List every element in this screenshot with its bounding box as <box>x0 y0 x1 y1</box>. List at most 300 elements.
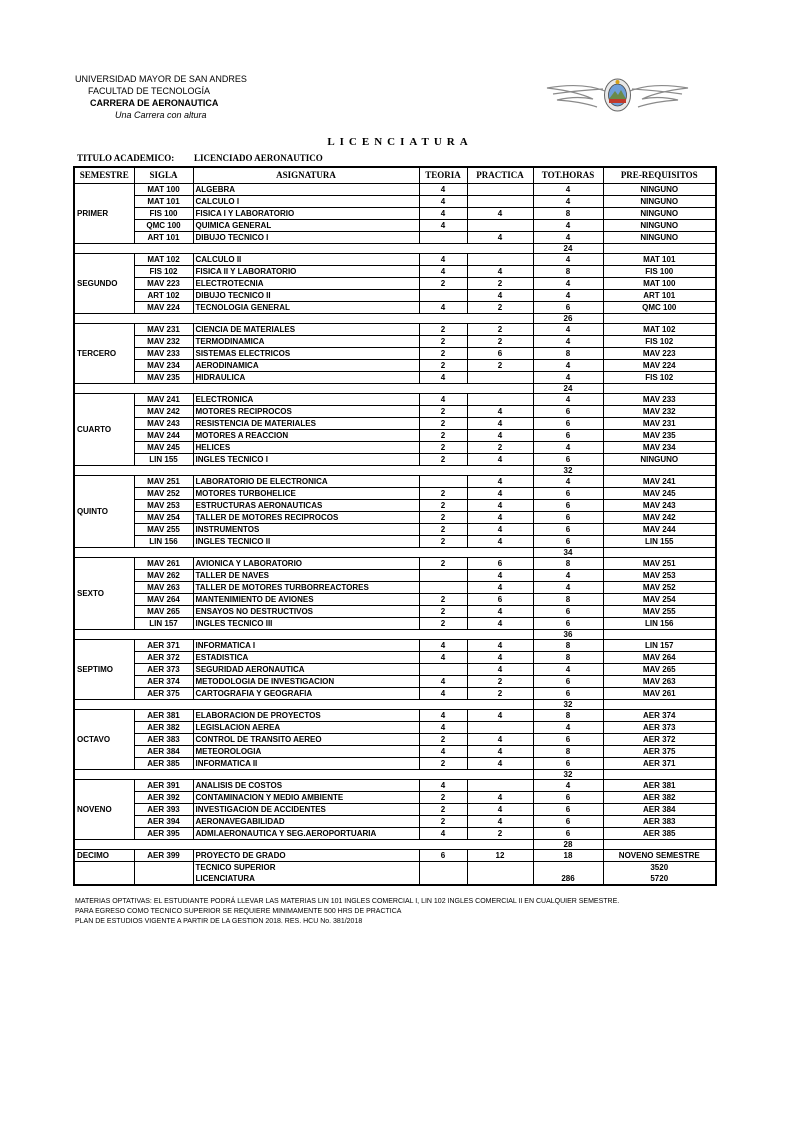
semester-label: NOVENO <box>74 780 134 840</box>
cell-tot-horas: 8 <box>533 348 603 360</box>
header-sigla: SIGLA <box>134 167 193 184</box>
cell-pre-requisitos: MAT 101 <box>603 254 716 266</box>
cell-practica: 4 <box>467 406 533 418</box>
cell-teoria: 4 <box>419 722 467 734</box>
table-row <box>74 758 716 770</box>
footer-note: PARA EGRESO COMO TECNICO SUPERIOR SE REQUIERE MINIMAMENTE 500 HRS DE PRACTICA <box>75 908 402 915</box>
table-row <box>74 418 716 430</box>
cell-tot-horas: 4 <box>533 664 603 676</box>
cell-practica: 2 <box>467 302 533 314</box>
cell-asignatura: ADMI.AERONAUTICA Y SEG.AEROPORTUARIA <box>193 828 419 840</box>
cell-practica: 6 <box>467 594 533 606</box>
cell-tot-horas: 6 <box>533 758 603 770</box>
cell-practica: 6 <box>467 558 533 570</box>
cell-tot-horas: 4 <box>533 184 603 196</box>
career-motto: Una Carrera con altura <box>115 110 207 120</box>
cell-sigla: AER 384 <box>134 746 193 758</box>
subtotal-spacer <box>603 466 716 476</box>
cell-practica: 12 <box>467 850 533 862</box>
totals-spacer <box>74 873 134 885</box>
cell-sigla: AER 394 <box>134 816 193 828</box>
subtotal-spacer <box>603 244 716 254</box>
cell-sigla: MAV 233 <box>134 348 193 360</box>
table-row <box>74 394 716 406</box>
table-row <box>74 734 716 746</box>
cell-asignatura: TALLER DE MOTORES TURBORREACTORES <box>193 582 419 594</box>
subtotal-spacer <box>603 700 716 710</box>
cell-pre-requisitos: MAV 253 <box>603 570 716 582</box>
cell-pre-requisitos: AER 373 <box>603 722 716 734</box>
table-row <box>74 184 716 196</box>
table-row <box>74 196 716 208</box>
cell-tot-horas: 6 <box>533 430 603 442</box>
cell-practica: 2 <box>467 278 533 290</box>
cell-pre-requisitos: MAV 241 <box>603 476 716 488</box>
cell-practica: 4 <box>467 758 533 770</box>
cell-tot-horas: 6 <box>533 488 603 500</box>
cell-sigla: MAV 224 <box>134 302 193 314</box>
cell-asignatura: ALGEBRA <box>193 184 419 196</box>
licenciatura-total: 286 <box>533 873 603 885</box>
cell-asignatura: CARTOGRAFIA Y GEOGRAFIA <box>193 688 419 700</box>
cell-sigla: MAV 252 <box>134 488 193 500</box>
table-row <box>74 558 716 570</box>
totals-spacer <box>467 862 533 874</box>
table-row <box>74 278 716 290</box>
table-row <box>74 442 716 454</box>
cell-asignatura: INSTRUMENTOS <box>193 524 419 536</box>
cell-pre-requisitos: MAV 243 <box>603 500 716 512</box>
table-row <box>74 688 716 700</box>
cell-teoria: 2 <box>419 348 467 360</box>
cell-sigla: MAT 100 <box>134 184 193 196</box>
aeronautica-wings-emblem-icon <box>545 75 690 117</box>
cell-pre-requisitos: MAV 251 <box>603 558 716 570</box>
cell-sigla: AER 381 <box>134 710 193 722</box>
subtotal-row <box>74 384 716 394</box>
semester-subtotal: 28 <box>533 840 603 850</box>
cell-teoria: 2 <box>419 758 467 770</box>
cell-asignatura: MANTENIMIENTO DE AVIONES <box>193 594 419 606</box>
table-row <box>74 618 716 630</box>
semester-label: SEXTO <box>74 558 134 630</box>
cell-teoria: 4 <box>419 184 467 196</box>
cell-practica: 4 <box>467 430 533 442</box>
cell-sigla: MAV 223 <box>134 278 193 290</box>
table-row <box>74 536 716 548</box>
semester-subtotal: 34 <box>533 548 603 558</box>
licenciatura-value: 5720 <box>603 873 716 885</box>
table-row <box>74 570 716 582</box>
cell-tot-horas: 4 <box>533 336 603 348</box>
subtotal-row <box>74 630 716 640</box>
academic-title-value: LICENCIADO AERONAUTICO <box>194 153 323 163</box>
subtotal-row <box>74 770 716 780</box>
cell-pre-requisitos: AER 384 <box>603 804 716 816</box>
header-practica: PRACTICA <box>467 167 533 184</box>
cell-asignatura: FISICA II Y LABORATORIO <box>193 266 419 278</box>
table-row <box>74 254 716 266</box>
cell-asignatura: FISICA I Y LABORATORIO <box>193 208 419 220</box>
cell-pre-requisitos: MAV 232 <box>603 406 716 418</box>
cell-tot-horas: 4 <box>533 324 603 336</box>
cell-teoria: 4 <box>419 208 467 220</box>
cell-tot-horas: 6 <box>533 536 603 548</box>
cell-sigla: MAV 262 <box>134 570 193 582</box>
cell-pre-requisitos: MAV 245 <box>603 488 716 500</box>
table-row <box>74 792 716 804</box>
cell-pre-requisitos: MAV 235 <box>603 430 716 442</box>
cell-pre-requisitos: ART 101 <box>603 290 716 302</box>
cell-tot-horas: 4 <box>533 722 603 734</box>
cell-practica: 4 <box>467 536 533 548</box>
cell-sigla: MAV 234 <box>134 360 193 372</box>
table-row <box>74 594 716 606</box>
cell-tot-horas: 6 <box>533 816 603 828</box>
cell-asignatura: AERODINAMICA <box>193 360 419 372</box>
semester-subtotal: 36 <box>533 630 603 640</box>
semester-label: SEGUNDO <box>74 254 134 314</box>
semester-label: CUARTO <box>74 394 134 466</box>
cell-sigla: LIN 156 <box>134 536 193 548</box>
table-row <box>74 302 716 314</box>
cell-pre-requisitos: AER 375 <box>603 746 716 758</box>
cell-teoria: 4 <box>419 254 467 266</box>
semester-subtotal: 32 <box>533 700 603 710</box>
cell-tot-horas: 6 <box>533 804 603 816</box>
cell-pre-requisitos: MAV 265 <box>603 664 716 676</box>
cell-asignatura: INGLES TECNICO III <box>193 618 419 630</box>
cell-asignatura: HIDRAULICA <box>193 372 419 384</box>
cell-tot-horas: 6 <box>533 676 603 688</box>
cell-asignatura: CONTAMINACION Y MEDIO AMBIENTE <box>193 792 419 804</box>
cell-pre-requisitos: MAV 252 <box>603 582 716 594</box>
table-row <box>74 722 716 734</box>
cell-tot-horas: 4 <box>533 232 603 244</box>
cell-sigla: MAV 261 <box>134 558 193 570</box>
table-row <box>74 606 716 618</box>
cell-practica: 4 <box>467 816 533 828</box>
tecnico-superior-value: 3520 <box>603 862 716 874</box>
licenciatura-label: LICENCIATURA <box>193 873 419 885</box>
subtotal-spacer <box>74 314 533 324</box>
cell-teoria: 2 <box>419 278 467 290</box>
cell-sigla: MAV 235 <box>134 372 193 384</box>
cell-asignatura: ANALISIS DE COSTOS <box>193 780 419 792</box>
cell-tot-horas: 4 <box>533 278 603 290</box>
cell-sigla: FIS 100 <box>134 208 193 220</box>
cell-practica: 4 <box>467 290 533 302</box>
table-row <box>74 430 716 442</box>
cell-pre-requisitos: NINGUNO <box>603 454 716 466</box>
cell-pre-requisitos: LIN 157 <box>603 640 716 652</box>
cell-asignatura: AERONAVEGABILIDAD <box>193 816 419 828</box>
cell-pre-requisitos: MAV 233 <box>603 394 716 406</box>
cell-teoria: 4 <box>419 372 467 384</box>
cell-teoria: 4 <box>419 640 467 652</box>
subtotal-spacer <box>74 548 533 558</box>
cell-practica: 4 <box>467 582 533 594</box>
cell-practica: 2 <box>467 336 533 348</box>
cell-sigla: AER 393 <box>134 804 193 816</box>
subtotal-spacer <box>74 630 533 640</box>
cell-practica: 4 <box>467 500 533 512</box>
tecnico-superior-label: TECNICO SUPERIOR <box>193 862 419 874</box>
cell-teoria: 2 <box>419 324 467 336</box>
cell-asignatura: METEOROLOGIA <box>193 746 419 758</box>
cell-teoria: 2 <box>419 488 467 500</box>
cell-sigla: AER 371 <box>134 640 193 652</box>
semester-label: QUINTO <box>74 476 134 548</box>
cell-pre-requisitos: AER 372 <box>603 734 716 746</box>
cell-practica: 4 <box>467 512 533 524</box>
cell-pre-requisitos: MAV 234 <box>603 442 716 454</box>
cell-sigla: LIN 157 <box>134 618 193 630</box>
totals-spacer <box>74 862 134 874</box>
table-row <box>74 348 716 360</box>
cell-sigla: AER 374 <box>134 676 193 688</box>
cell-tot-horas: 8 <box>533 594 603 606</box>
footer-notes <box>75 897 619 927</box>
cell-asignatura: PROYECTO DE GRADO <box>193 850 419 862</box>
subtotal-spacer <box>74 700 533 710</box>
cell-practica: 2 <box>467 360 533 372</box>
cell-practica <box>467 196 533 208</box>
cell-teoria: 2 <box>419 360 467 372</box>
cell-practica: 4 <box>467 792 533 804</box>
cell-teoria: 4 <box>419 266 467 278</box>
cell-practica: 4 <box>467 454 533 466</box>
cell-sigla: LIN 155 <box>134 454 193 466</box>
cell-teoria: 4 <box>419 676 467 688</box>
cell-pre-requisitos: MAV 255 <box>603 606 716 618</box>
cell-asignatura: ESTADISTICA <box>193 652 419 664</box>
table-row <box>74 336 716 348</box>
table-row <box>74 850 716 862</box>
cell-sigla: MAV 232 <box>134 336 193 348</box>
cell-tot-horas: 6 <box>533 406 603 418</box>
cell-teoria: 4 <box>419 710 467 722</box>
table-row <box>74 828 716 840</box>
cell-tot-horas: 6 <box>533 792 603 804</box>
cell-sigla: MAV 264 <box>134 594 193 606</box>
semester-subtotal: 24 <box>533 244 603 254</box>
cell-practica: 4 <box>467 524 533 536</box>
subtotal-spacer <box>603 314 716 324</box>
cell-practica: 4 <box>467 710 533 722</box>
subtotal-row <box>74 840 716 850</box>
cell-sigla: AER 375 <box>134 688 193 700</box>
table-row <box>74 232 716 244</box>
cell-asignatura: CALCULO II <box>193 254 419 266</box>
cell-asignatura: ELECTROTECNIA <box>193 278 419 290</box>
table-row <box>74 780 716 792</box>
cell-asignatura: INFORMATICA I <box>193 640 419 652</box>
header-teoria: TEORIA <box>419 167 467 184</box>
cell-practica: 4 <box>467 618 533 630</box>
table-row <box>74 372 716 384</box>
cell-teoria <box>419 290 467 302</box>
table-row <box>74 454 716 466</box>
faculty-name: FACULTAD DE TECNOLOGÍA <box>88 86 211 96</box>
cell-asignatura: MOTORES RECIPROCOS <box>193 406 419 418</box>
cell-tot-horas: 4 <box>533 360 603 372</box>
cell-pre-requisitos: FIS 100 <box>603 266 716 278</box>
cell-sigla: AER 399 <box>134 850 193 862</box>
totals-row-licenciatura <box>74 873 716 885</box>
cell-pre-requisitos: FIS 102 <box>603 336 716 348</box>
totals-row-tecnico <box>74 862 716 874</box>
table-row <box>74 640 716 652</box>
cell-sigla: QMC 100 <box>134 220 193 232</box>
cell-sigla: MAV 254 <box>134 512 193 524</box>
cell-practica: 4 <box>467 746 533 758</box>
cell-asignatura: ELECTRONICA <box>193 394 419 406</box>
cell-sigla: MAV 231 <box>134 324 193 336</box>
university-name: UNIVERSIDAD MAYOR DE SAN ANDRES <box>75 74 247 84</box>
document-title: LICENCIATURA <box>327 136 473 148</box>
cell-asignatura: HELICES <box>193 442 419 454</box>
cell-asignatura: LABORATORIO DE ELECTRONICA <box>193 476 419 488</box>
cell-teoria: 2 <box>419 430 467 442</box>
table-row <box>74 816 716 828</box>
subtotal-row <box>74 314 716 324</box>
subtotal-spacer <box>603 840 716 850</box>
subtotal-spacer <box>74 466 533 476</box>
cell-asignatura: TALLER DE NAVES <box>193 570 419 582</box>
cell-pre-requisitos: FIS 102 <box>603 372 716 384</box>
table-row <box>74 676 716 688</box>
cell-asignatura: METODOLOGIA DE INVESTIGACION <box>193 676 419 688</box>
cell-asignatura: CONTROL DE TRANSITO AEREO <box>193 734 419 746</box>
cell-tot-horas: 8 <box>533 266 603 278</box>
cell-sigla: AER 383 <box>134 734 193 746</box>
table-row <box>74 360 716 372</box>
cell-asignatura: QUIMICA GENERAL <box>193 220 419 232</box>
cell-practica <box>467 394 533 406</box>
cell-asignatura: DIBUJO TECNICO II <box>193 290 419 302</box>
semester-label: DECIMO <box>74 850 134 862</box>
cell-asignatura: CIENCIA DE MATERIALES <box>193 324 419 336</box>
cell-tot-horas: 4 <box>533 372 603 384</box>
header-asignatura: ASIGNATURA <box>193 167 419 184</box>
cell-teoria: 4 <box>419 394 467 406</box>
cell-teoria: 4 <box>419 196 467 208</box>
cell-tot-horas: 4 <box>533 196 603 208</box>
cell-tot-horas: 6 <box>533 606 603 618</box>
cell-practica: 6 <box>467 348 533 360</box>
cell-sigla: MAV 244 <box>134 430 193 442</box>
cell-asignatura: INGLES TECNICO I <box>193 454 419 466</box>
cell-practica: 2 <box>467 442 533 454</box>
table-row <box>74 746 716 758</box>
cell-teoria: 2 <box>419 406 467 418</box>
cell-asignatura: MOTORES A REACCION <box>193 430 419 442</box>
cell-pre-requisitos: MAT 102 <box>603 324 716 336</box>
cell-teoria <box>419 232 467 244</box>
cell-tot-horas: 4 <box>533 254 603 266</box>
cell-practica <box>467 184 533 196</box>
cell-asignatura: SEGURIDAD AERONAUTICA <box>193 664 419 676</box>
totals-spacer <box>419 862 467 874</box>
table-row <box>74 266 716 278</box>
cell-teoria: 2 <box>419 500 467 512</box>
semester-label: PRIMER <box>74 184 134 244</box>
totals-spacer <box>134 873 193 885</box>
cell-tot-horas: 4 <box>533 394 603 406</box>
cell-sigla: MAV 263 <box>134 582 193 594</box>
cell-practica: 4 <box>467 232 533 244</box>
cell-tot-horas: 6 <box>533 512 603 524</box>
subtotal-spacer <box>603 384 716 394</box>
cell-teoria: 4 <box>419 688 467 700</box>
cell-tot-horas: 6 <box>533 688 603 700</box>
table-row <box>74 512 716 524</box>
cell-pre-requisitos: AER 382 <box>603 792 716 804</box>
cell-sigla: AER 382 <box>134 722 193 734</box>
cell-teoria: 4 <box>419 828 467 840</box>
table-row <box>74 500 716 512</box>
cell-practica: 2 <box>467 324 533 336</box>
totals-spacer <box>419 873 467 885</box>
cell-practica: 4 <box>467 606 533 618</box>
cell-teoria: 2 <box>419 524 467 536</box>
footer-note: PLAN DE ESTUDIOS VIGENTE A PARTIR DE LA GESTION 2018. RES. HCU No. 381/2018 <box>75 918 363 925</box>
cell-pre-requisitos: MAV 254 <box>603 594 716 606</box>
cell-tot-horas: 6 <box>533 524 603 536</box>
cell-sigla: MAV 253 <box>134 500 193 512</box>
cell-practica: 4 <box>467 208 533 220</box>
table-row <box>74 406 716 418</box>
cell-teoria: 2 <box>419 454 467 466</box>
cell-tot-horas: 6 <box>533 500 603 512</box>
cell-asignatura: DIBUJO TECNICO I <box>193 232 419 244</box>
cell-pre-requisitos: MAV 224 <box>603 360 716 372</box>
cell-sigla: MAV 265 <box>134 606 193 618</box>
table-row <box>74 804 716 816</box>
cell-tot-horas: 6 <box>533 734 603 746</box>
tecnico-superior-total <box>533 862 603 874</box>
cell-tot-horas: 8 <box>533 208 603 220</box>
cell-asignatura: RESISTENCIA DE MATERIALES <box>193 418 419 430</box>
subtotal-spacer <box>603 548 716 558</box>
cell-sigla: MAT 101 <box>134 196 193 208</box>
cell-pre-requisitos: LIN 156 <box>603 618 716 630</box>
subtotal-spacer <box>74 840 533 850</box>
cell-practica <box>467 722 533 734</box>
cell-tot-horas: 4 <box>533 476 603 488</box>
cell-practica <box>467 780 533 792</box>
curriculum-table <box>73 166 717 886</box>
cell-pre-requisitos: MAV 264 <box>603 652 716 664</box>
footer-note: MATERIAS OPTATIVAS: EL ESTUDIANTE PODRÁ LLEVAR LAS MATERIAS LIN 101 INGLES COMERCIAL I, LIN 102 INGLES COMERCIAL II EN CUALQUIER SEMESTRE. <box>75 898 620 905</box>
institution-header <box>75 73 247 121</box>
cell-asignatura: INVESTIGACION DE ACCIDENTES <box>193 804 419 816</box>
cell-teoria: 4 <box>419 746 467 758</box>
cell-sigla: AER 373 <box>134 664 193 676</box>
cell-practica: 2 <box>467 828 533 840</box>
cell-sigla: MAT 102 <box>134 254 193 266</box>
semester-label: SEPTIMO <box>74 640 134 700</box>
cell-sigla: AER 372 <box>134 652 193 664</box>
cell-pre-requisitos: QMC 100 <box>603 302 716 314</box>
table-header-row <box>74 167 716 184</box>
table-row <box>74 488 716 500</box>
cell-pre-requisitos: MAV 244 <box>603 524 716 536</box>
cell-tot-horas: 8 <box>533 710 603 722</box>
cell-practica: 4 <box>467 640 533 652</box>
table-row <box>74 582 716 594</box>
